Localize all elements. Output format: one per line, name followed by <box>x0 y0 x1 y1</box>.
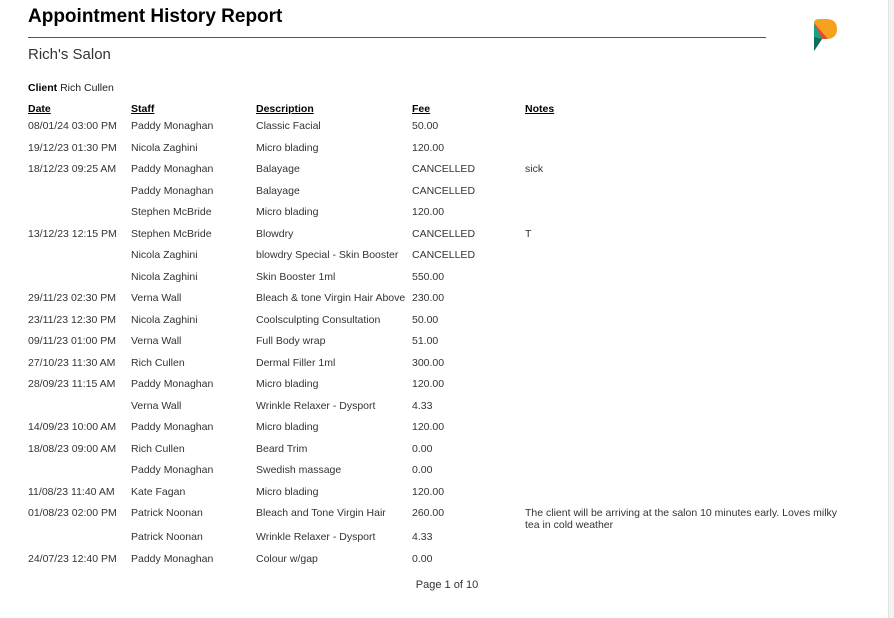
table-row <box>0 421 880 443</box>
row-description: Skin Booster 1ml <box>256 270 336 283</box>
row-fee: 550.00 <box>412 270 445 283</box>
table-row <box>0 553 880 575</box>
row-description: Wrinkle Relaxer - Dysport <box>256 399 376 412</box>
row-date: 14/09/23 10:00 AM <box>28 421 117 433</box>
row-fee: CANCELLED <box>412 227 476 240</box>
row-staff: Nicola Zaghini <box>131 141 198 154</box>
client-line <box>28 82 114 94</box>
row-description: Bleach and Tone Virgin Hair <box>256 507 386 519</box>
row-staff: Rich Cullen <box>131 356 185 369</box>
row-staff: Stephen McBride <box>131 227 212 240</box>
table-row <box>0 335 880 357</box>
row-fee: 120.00 <box>412 141 445 154</box>
row-description: Beard Trim <box>256 442 308 455</box>
row-notes: sick <box>525 163 544 175</box>
table-row <box>0 271 880 293</box>
row-staff: Paddy Monaghan <box>131 120 214 132</box>
brand-logo-icon <box>810 17 840 53</box>
row-date: 01/08/23 02:00 PM <box>28 507 117 519</box>
salon-name: Rich's Salon <box>28 46 111 63</box>
row-fee: 4.33 <box>412 399 433 412</box>
table-row <box>0 357 880 379</box>
table-row <box>0 292 880 314</box>
row-notes: The client will be arriving at the salon 10 minutes early. Loves milky tea in cold weather <box>525 507 838 531</box>
table-row <box>0 249 880 271</box>
report-title: Appointment History Report <box>28 6 283 27</box>
row-description: Micro blading <box>256 421 319 433</box>
row-date: 09/11/23 01:00 PM <box>28 335 116 347</box>
row-date: 11/08/23 11:40 AM <box>28 485 115 498</box>
row-description: Coolsculpting Consultation <box>256 313 381 326</box>
row-fee: 120.00 <box>412 421 445 433</box>
row-description: Micro blading <box>256 141 319 154</box>
row-staff: Rich Cullen <box>131 442 185 455</box>
table-row <box>0 228 880 250</box>
row-date: 27/10/23 11:30 AM <box>28 356 116 369</box>
row-description: Balayage <box>256 184 300 197</box>
row-description: Micro blading <box>256 378 319 390</box>
column-header-notes: Notes <box>525 103 555 115</box>
client-name: Rich Cullen <box>60 82 114 94</box>
table-row <box>0 531 880 553</box>
scroll-gutter[interactable] <box>889 0 894 618</box>
row-staff: Nicola Zaghini <box>131 249 198 261</box>
row-staff: Patrick Noonan <box>131 531 203 543</box>
row-description: Bleach & tone Virgin Hair Above <box>256 292 406 304</box>
table-row <box>0 507 880 531</box>
row-staff: Nicola Zaghini <box>131 270 198 283</box>
row-date: 13/12/23 12:15 PM <box>28 227 117 240</box>
table-row <box>0 120 880 142</box>
row-staff: Paddy Monaghan <box>131 552 214 565</box>
table-row <box>0 400 880 422</box>
row-description: Classic Facial <box>256 120 321 132</box>
table-row <box>0 206 880 228</box>
row-staff: Paddy Monaghan <box>131 163 214 175</box>
row-description: blowdry Special - Skin Booster <box>256 249 399 261</box>
row-fee: 120.00 <box>412 378 445 390</box>
row-staff: Paddy Monaghan <box>131 421 214 433</box>
row-staff: Stephen McBride <box>131 206 212 218</box>
row-fee: 0.00 <box>412 552 433 565</box>
row-description: Micro blading <box>256 485 319 498</box>
row-staff: Nicola Zaghini <box>131 313 198 326</box>
row-fee: 0.00 <box>412 442 433 455</box>
row-staff: Kate Fagan <box>131 485 186 498</box>
row-date: 18/12/23 09:25 AM <box>28 163 117 175</box>
row-description: Full Body wrap <box>256 335 326 347</box>
row-staff: Paddy Monaghan <box>131 184 214 197</box>
column-header-fee: Fee <box>412 103 431 115</box>
row-fee: CANCELLED <box>412 184 476 197</box>
table-row <box>0 142 880 164</box>
row-fee: 50.00 <box>412 120 439 132</box>
page-indicator: Page 1 of 10 <box>415 579 479 591</box>
row-staff: Verna Wall <box>131 399 182 412</box>
row-fee: 300.00 <box>412 356 445 369</box>
row-date: 19/12/23 01:30 PM <box>28 141 117 154</box>
column-header-staff: Staff <box>131 103 155 115</box>
row-fee: 230.00 <box>412 292 445 304</box>
table-row <box>0 443 880 465</box>
row-fee: CANCELLED <box>412 249 476 261</box>
row-fee: 51.00 <box>412 335 439 347</box>
table-row <box>0 464 880 486</box>
row-description: Swedish massage <box>256 464 342 476</box>
column-header-description: Description <box>256 103 314 115</box>
row-date: 28/09/23 11:15 AM <box>28 378 116 390</box>
table-row <box>0 185 880 207</box>
title-divider <box>28 37 766 38</box>
row-notes: T <box>525 227 532 240</box>
row-date: 23/11/23 12:30 PM <box>28 313 116 326</box>
row-description: Dermal Filler 1ml <box>256 356 336 369</box>
table-row <box>0 378 880 400</box>
column-header-date: Date <box>28 103 51 115</box>
row-staff: Paddy Monaghan <box>131 464 214 476</box>
row-staff: Verna Wall <box>131 292 182 304</box>
row-fee: 50.00 <box>412 313 439 326</box>
row-description: Colour w/gap <box>256 552 318 565</box>
table-row <box>0 163 880 185</box>
row-fee: 4.33 <box>412 531 433 543</box>
client-label: Client <box>28 82 58 94</box>
row-description: Wrinkle Relaxer - Dysport <box>256 531 376 543</box>
row-staff: Paddy Monaghan <box>131 378 214 390</box>
row-date: 24/07/23 12:40 PM <box>28 552 117 565</box>
row-staff: Verna Wall <box>131 335 182 347</box>
row-staff: Patrick Noonan <box>131 507 203 519</box>
table-row <box>0 486 880 508</box>
row-description: Balayage <box>256 163 300 175</box>
row-description: Blowdry <box>256 227 294 240</box>
row-fee: 260.00 <box>412 507 445 519</box>
row-fee: CANCELLED <box>412 163 476 175</box>
row-date: 08/01/24 03:00 PM <box>28 120 117 132</box>
table-row <box>0 314 880 336</box>
row-date: 29/11/23 02:30 PM <box>28 292 116 304</box>
row-fee: 120.00 <box>412 206 445 218</box>
row-description: Micro blading <box>256 206 319 218</box>
row-fee: 120.00 <box>412 485 445 498</box>
row-fee: 0.00 <box>412 464 433 476</box>
row-date: 18/08/23 09:00 AM <box>28 442 117 455</box>
appointment-table <box>0 120 880 574</box>
